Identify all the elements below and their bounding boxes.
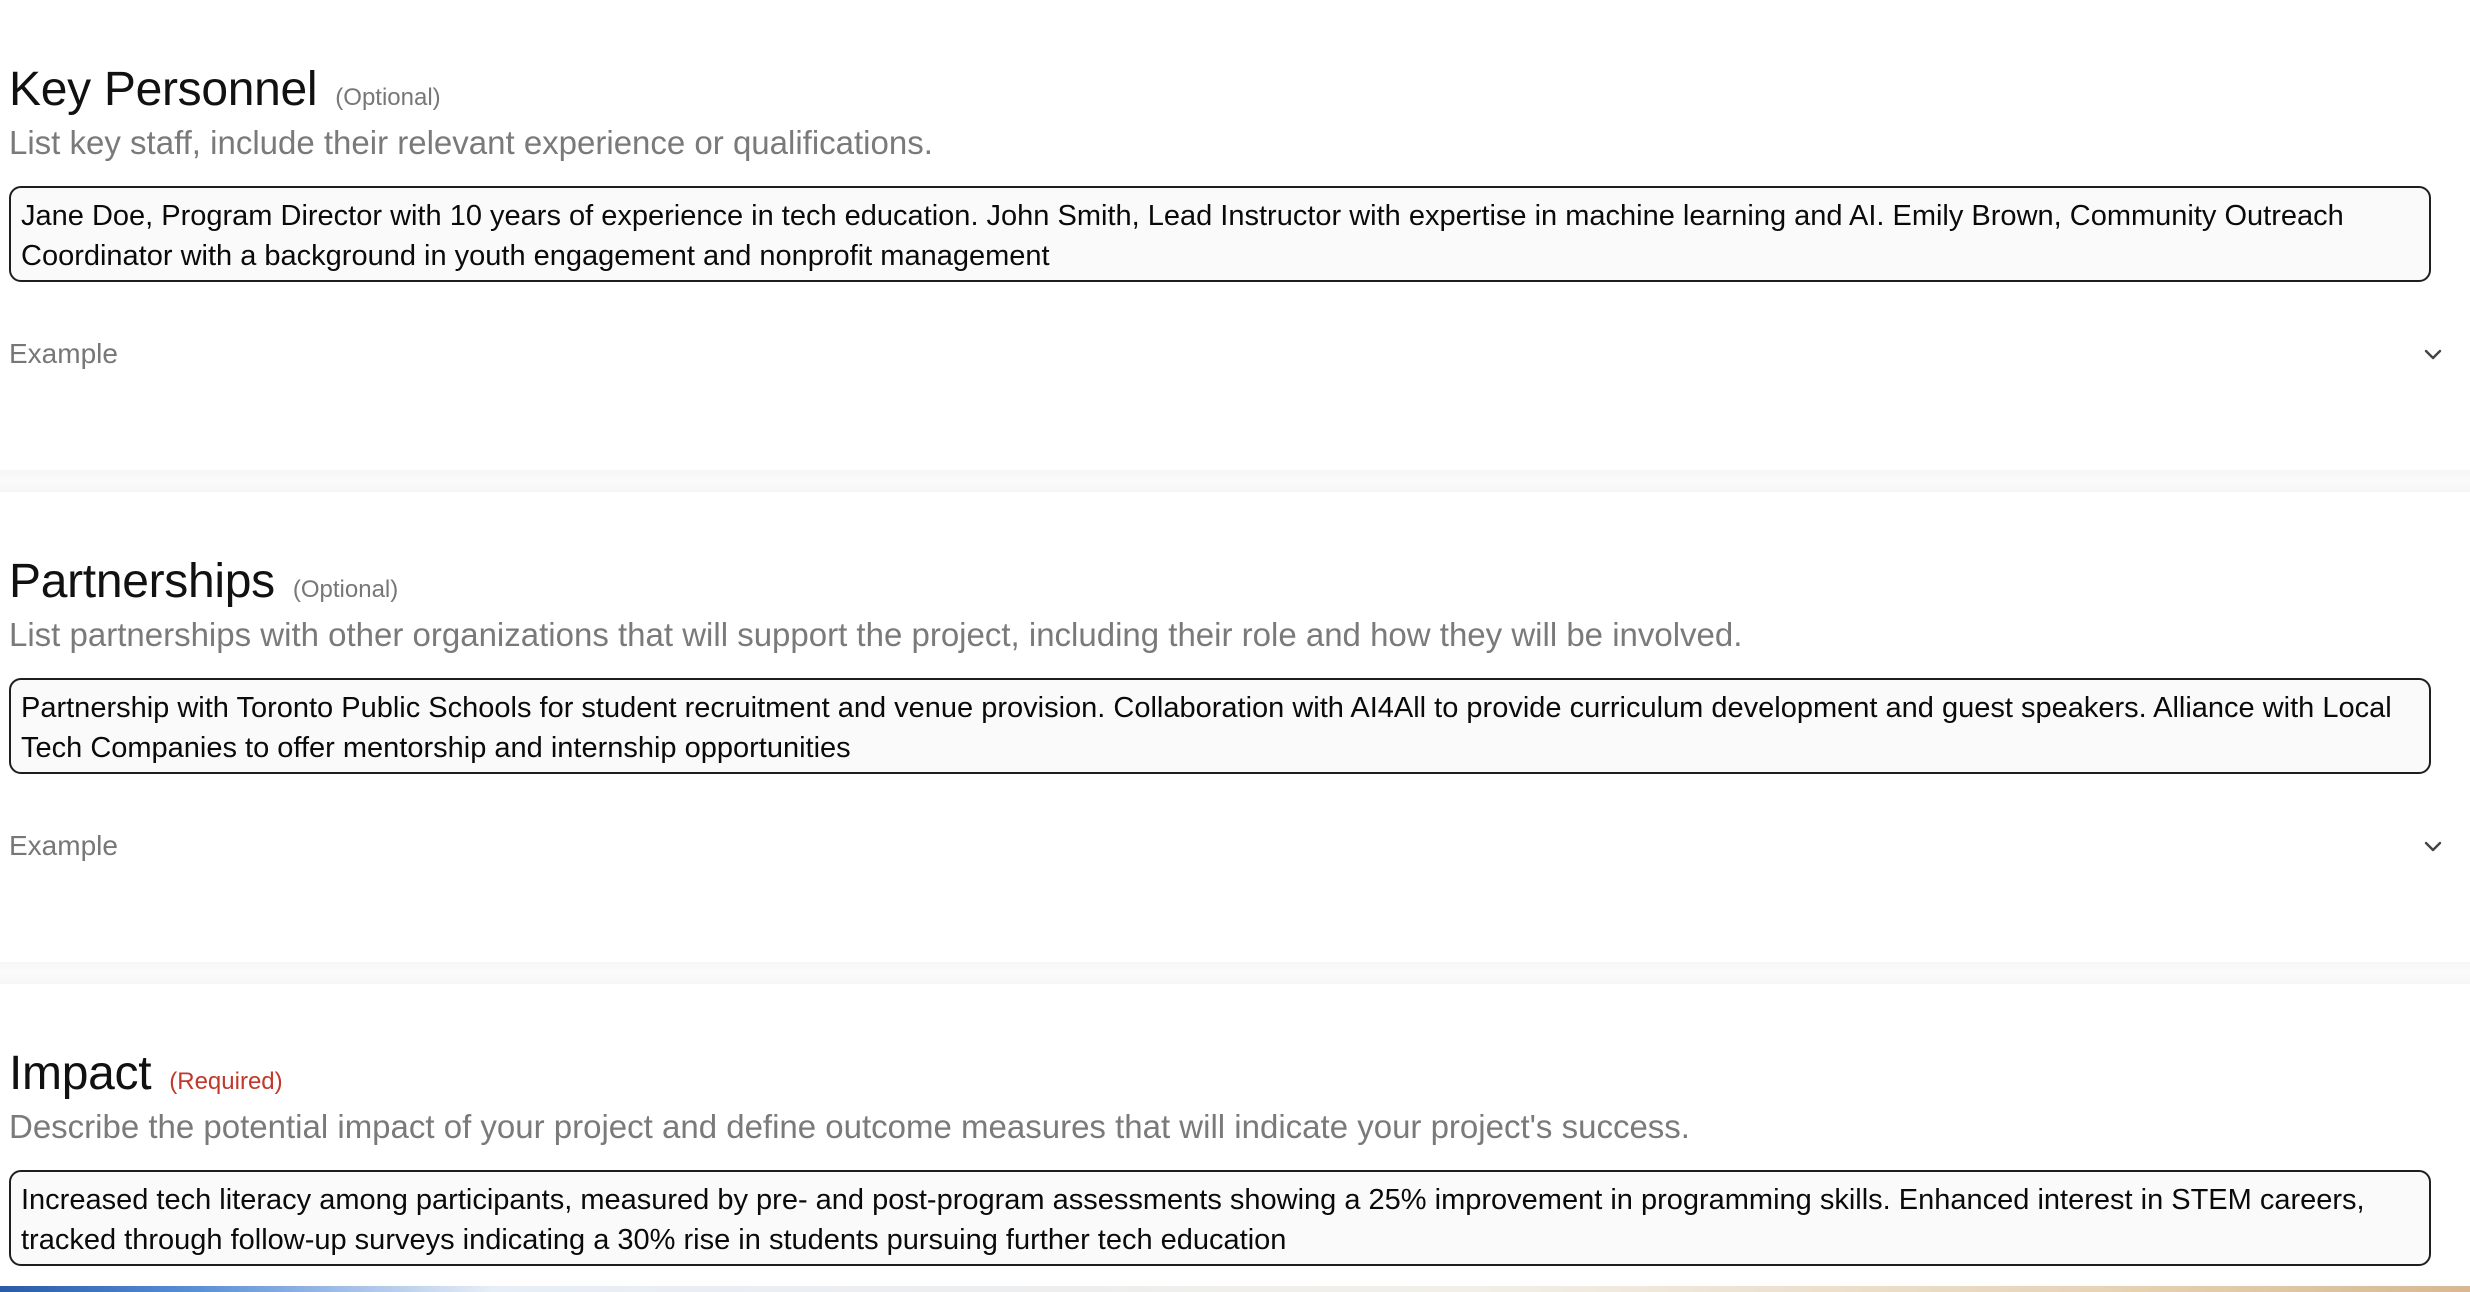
section-title: Key Personnel <box>9 63 318 116</box>
section-heading <box>9 1047 283 1100</box>
section-key-personnel <box>0 0 2470 470</box>
section-divider <box>0 962 2470 984</box>
impact-textarea[interactable]: Increased tech literacy among participants, measured by pre- and post-program assessments showing a 25% improvement in programming skills. Enhanced interest in STEM careers, tracked through follow-up surveys indicating a 30% rise in students pursuing further tech education <box>9 1170 2431 1266</box>
section-divider <box>0 470 2470 492</box>
section-partnerships <box>0 492 2470 962</box>
section-description: List key staff, include their relevant experience or qualifications. <box>9 124 933 161</box>
section-heading <box>9 63 441 116</box>
example-toggle[interactable] <box>9 334 2445 374</box>
example-label: Example <box>9 338 118 369</box>
section-description: Describe the potential impact of your project and define outcome measures that will indicate your project's success. <box>9 1108 1690 1145</box>
section-impact <box>0 984 2470 1292</box>
required-tag: (Required) <box>169 1068 283 1095</box>
taskbar-edge <box>0 1286 2470 1292</box>
section-heading <box>9 555 399 608</box>
section-title: Partnerships <box>9 555 275 608</box>
example-toggle[interactable] <box>9 826 2445 866</box>
partnerships-textarea[interactable]: Partnership with Toronto Public Schools for student recruitment and venue provision. Collaboration with AI4All to provide curriculum development and guest speakers. Alliance with Local Tech Companies to offer mentorship and internship opportunities <box>9 678 2431 774</box>
chevron-down-icon <box>2421 834 2445 858</box>
example-label: Example <box>9 830 118 861</box>
section-title: Impact <box>9 1047 152 1100</box>
chevron-down-icon <box>2421 342 2445 366</box>
section-description: List partnerships with other organizations that will support the project, including their role and how they will be involved. <box>9 616 1743 653</box>
optional-tag: (Optional) <box>292 576 399 603</box>
optional-tag: (Optional) <box>335 84 441 111</box>
key-personnel-textarea[interactable]: Jane Doe, Program Director with 10 years of experience in tech education. John Smith, Lead Instructor with expertise in machine learning and AI. Emily Brown, Community Outreach Coordinator with a background in youth engagement and nonprofit management <box>9 186 2431 282</box>
